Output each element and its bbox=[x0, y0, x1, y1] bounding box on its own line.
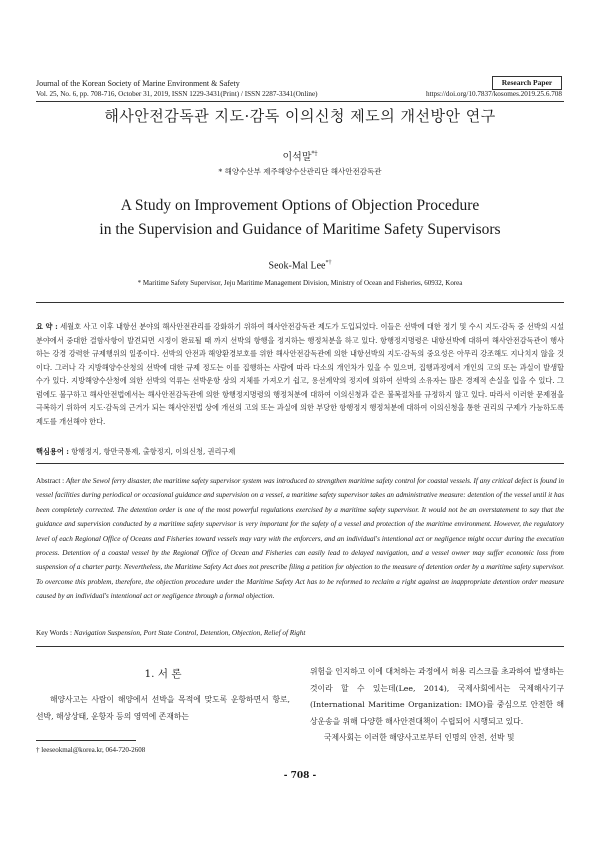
footnote bbox=[36, 746, 145, 754]
english-title-line2: in the Supervision and Guidance of Maritime Safety Supervisors bbox=[99, 221, 501, 238]
english-title-line1: A Study on Improvement Options of Objection Procedure bbox=[120, 197, 480, 214]
korean-abstract-label: 요 약 : bbox=[36, 322, 58, 331]
english-title bbox=[0, 194, 600, 242]
footnote-rule bbox=[36, 740, 136, 741]
abstract-bottom-rule bbox=[36, 646, 564, 647]
body-right-paragraph-2: 국제사회는 이러한 해양사고로부터 인명의 안전, 선박 및 bbox=[324, 733, 515, 742]
korean-author-mark: *† bbox=[311, 150, 318, 158]
article-type-badge: Research Paper bbox=[492, 76, 562, 90]
korean-abstract-text: 세월호 사고 이후 내항선 분야의 해사안전관리를 강화하기 위하여 해사안전감독관 제도가 도입되었다. 이들은 선박에 대한 정기 및 수시 지도·감독 중 선박의 시설 분야에서 중대한 결함사항이 발견되면 시정이 완료될 때 까지 선박의 항행을 정지하는 행정처분을 하고 있다. 항행정지명령은 내항선박에 대하여 해사안전감독관이 행사하는 강경 강력한 규제행위의 일종이다. 선박의 안전과 해양환경보호를 위한 해사안전감독관에 의한 내항선박의 지도·감독의 중요성은 아무리 강조해도 지나치지 않을 것이다. 그러나 각 지방해양수산청의 선박에 대한 규제 정도는 이를 집행하는 사람에 따라 다소의 개인차가 있을 수 있으며, 집행과정에서 개인의 고의 또는 과실이 발생할 수가 있다. 지방해양수산청에 의한 선박의 억류는 선박운항 상의 지체를 가져오기 쉽고, 용선계약의 정지에 의하여 선박의 소유자는 많은 경제적 손실을 입을 수 있다. 그럼에도 불구하고 해사안전법에서는 해사안전감독관에 의한 항행정지명령의 행정처분에 대하여 이의신청과 같은 불복절차를 규정하지 않고 있다. 따라서 이러한 문제점을 극복하기 위하여 지도·감독의 근거가 되는 해사안전법 상에 개선의 고의 또는 과실에 의한 부당한 항행정지 행정처분에 대하여 이의신청을 통한 권리의 구제가 가능하도록 제도를 개선해야 한다. bbox=[36, 322, 565, 426]
english-author bbox=[0, 260, 600, 271]
korean-title: 해사안전감독관 지도·감독 이의신청 제도의 개선방안 연구 bbox=[104, 107, 496, 125]
abstract-top-rule bbox=[36, 302, 564, 303]
english-keywords-label: Key Words : bbox=[36, 629, 73, 637]
english-keywords bbox=[36, 629, 305, 637]
korean-affiliation: * 해양수산부 제주해양수산관리단 해사안전감독관 bbox=[218, 167, 382, 176]
english-affiliation: * Maritime Safety Supervisor, Jeju Maritime Management Division, Ministry of Ocean and Fisheries, 60932, Korea bbox=[137, 279, 463, 287]
footnote-text: leeseokmal@korea.kr, 064-720-2608 bbox=[41, 746, 146, 754]
korean-author bbox=[0, 148, 600, 163]
english-author-name: Seok-Mal Lee bbox=[268, 260, 326, 272]
english-author-mark: *† bbox=[325, 260, 332, 266]
english-abstract-label: Abstract : bbox=[36, 477, 65, 485]
korean-keywords bbox=[36, 447, 235, 457]
body-right-paragraph-1: 위험을 인지하고 이에 대처하는 과정에서 허용 리스크를 초과하여 발생하는 것이라 할 수 있는데(Lee, 2014), 국제사회에서는 국제해사기구(International Maritime Organization: IMO)를 중심으로 안전한 해상운송을 위해 다양한 해사안전대책이 수립되어 시행되고 있다. bbox=[310, 667, 564, 726]
footnote-mark: † bbox=[36, 746, 40, 754]
journal-name: Journal of the Korean Society of Marine Environment & Safety bbox=[36, 79, 240, 88]
volume-line: Vol. 25, No. 6, pp. 708-716, October 31, 2019, ISSN 1229-3431(Print) / ISSN 2287-3341(Online) bbox=[36, 90, 318, 98]
english-abstract-text: After the Sewol ferry disaster, the maritime safety supervisor system was introduced to strengthen maritime safety control for coastal vessels. If any critical defect is found in vessel facilities during periodical or occasional guidance and supervision on a vessel, a maritime safety supervisor takes an administrative measure: detention of the vessel until it has been completely corrected. The detention order is one of the most powerful regulations exercised by a maritime safety supervisor. It would not be an overstatement to say that the guidance and supervision conducted by a maritime safety supervisor is very important for the safety of a vessel and protection of the maritime environment. However, the regulatory level of each Regional Office of Oceans and Fisheries toward vessels may vary with the enforcers, and an individual's intentional act or negligence might occur during the execution process. Detention of a coastal vessel by the Regional Office of Ocean and Fisheries can easily lead to delayed navigation, and a vessel owner may suffer economic loss from suspension of a charter party. Nevertheless, the Maritime Safety Act does not prescribe filing a petition for objection to the measure of detention order by a maritime safety supervisor. To overcome this problem, therefore, the objection procedure under the Maritime Safety Act has to be reformed to reclaim a right against an inappropriate detention order measure caused by an individual's intentional act or negligence through a formal objection. bbox=[36, 477, 564, 601]
korean-keywords-label: 핵심용어 : bbox=[36, 447, 69, 456]
body-right-column bbox=[310, 664, 564, 747]
header-rule bbox=[36, 101, 564, 102]
korean-keywords-text: 항행정지, 항만국통제, 출항정지, 이의신청, 권리구제 bbox=[71, 447, 236, 456]
english-abstract bbox=[36, 474, 564, 604]
page-number: - 708 - bbox=[283, 771, 317, 781]
korean-author-name: 이석말 bbox=[282, 152, 312, 163]
abstract-mid-rule bbox=[36, 463, 564, 464]
body-left-paragraph: 해양사고는 사람이 해양에서 선박을 목적에 맞도록 운항하면서 항로, 선박, 해상상태, 운항자 등의 영역에 존재하는 bbox=[36, 695, 290, 721]
doi-link[interactable]: https://doi.org/10.7837/kosomes.2019.25.6.708 bbox=[425, 90, 562, 98]
english-keywords-text: Navigation Suspension, Port State Control, Detention, Objection, Relief of Right bbox=[73, 629, 306, 637]
korean-abstract bbox=[36, 320, 564, 428]
section-heading: 1. 서 론 bbox=[144, 668, 182, 680]
